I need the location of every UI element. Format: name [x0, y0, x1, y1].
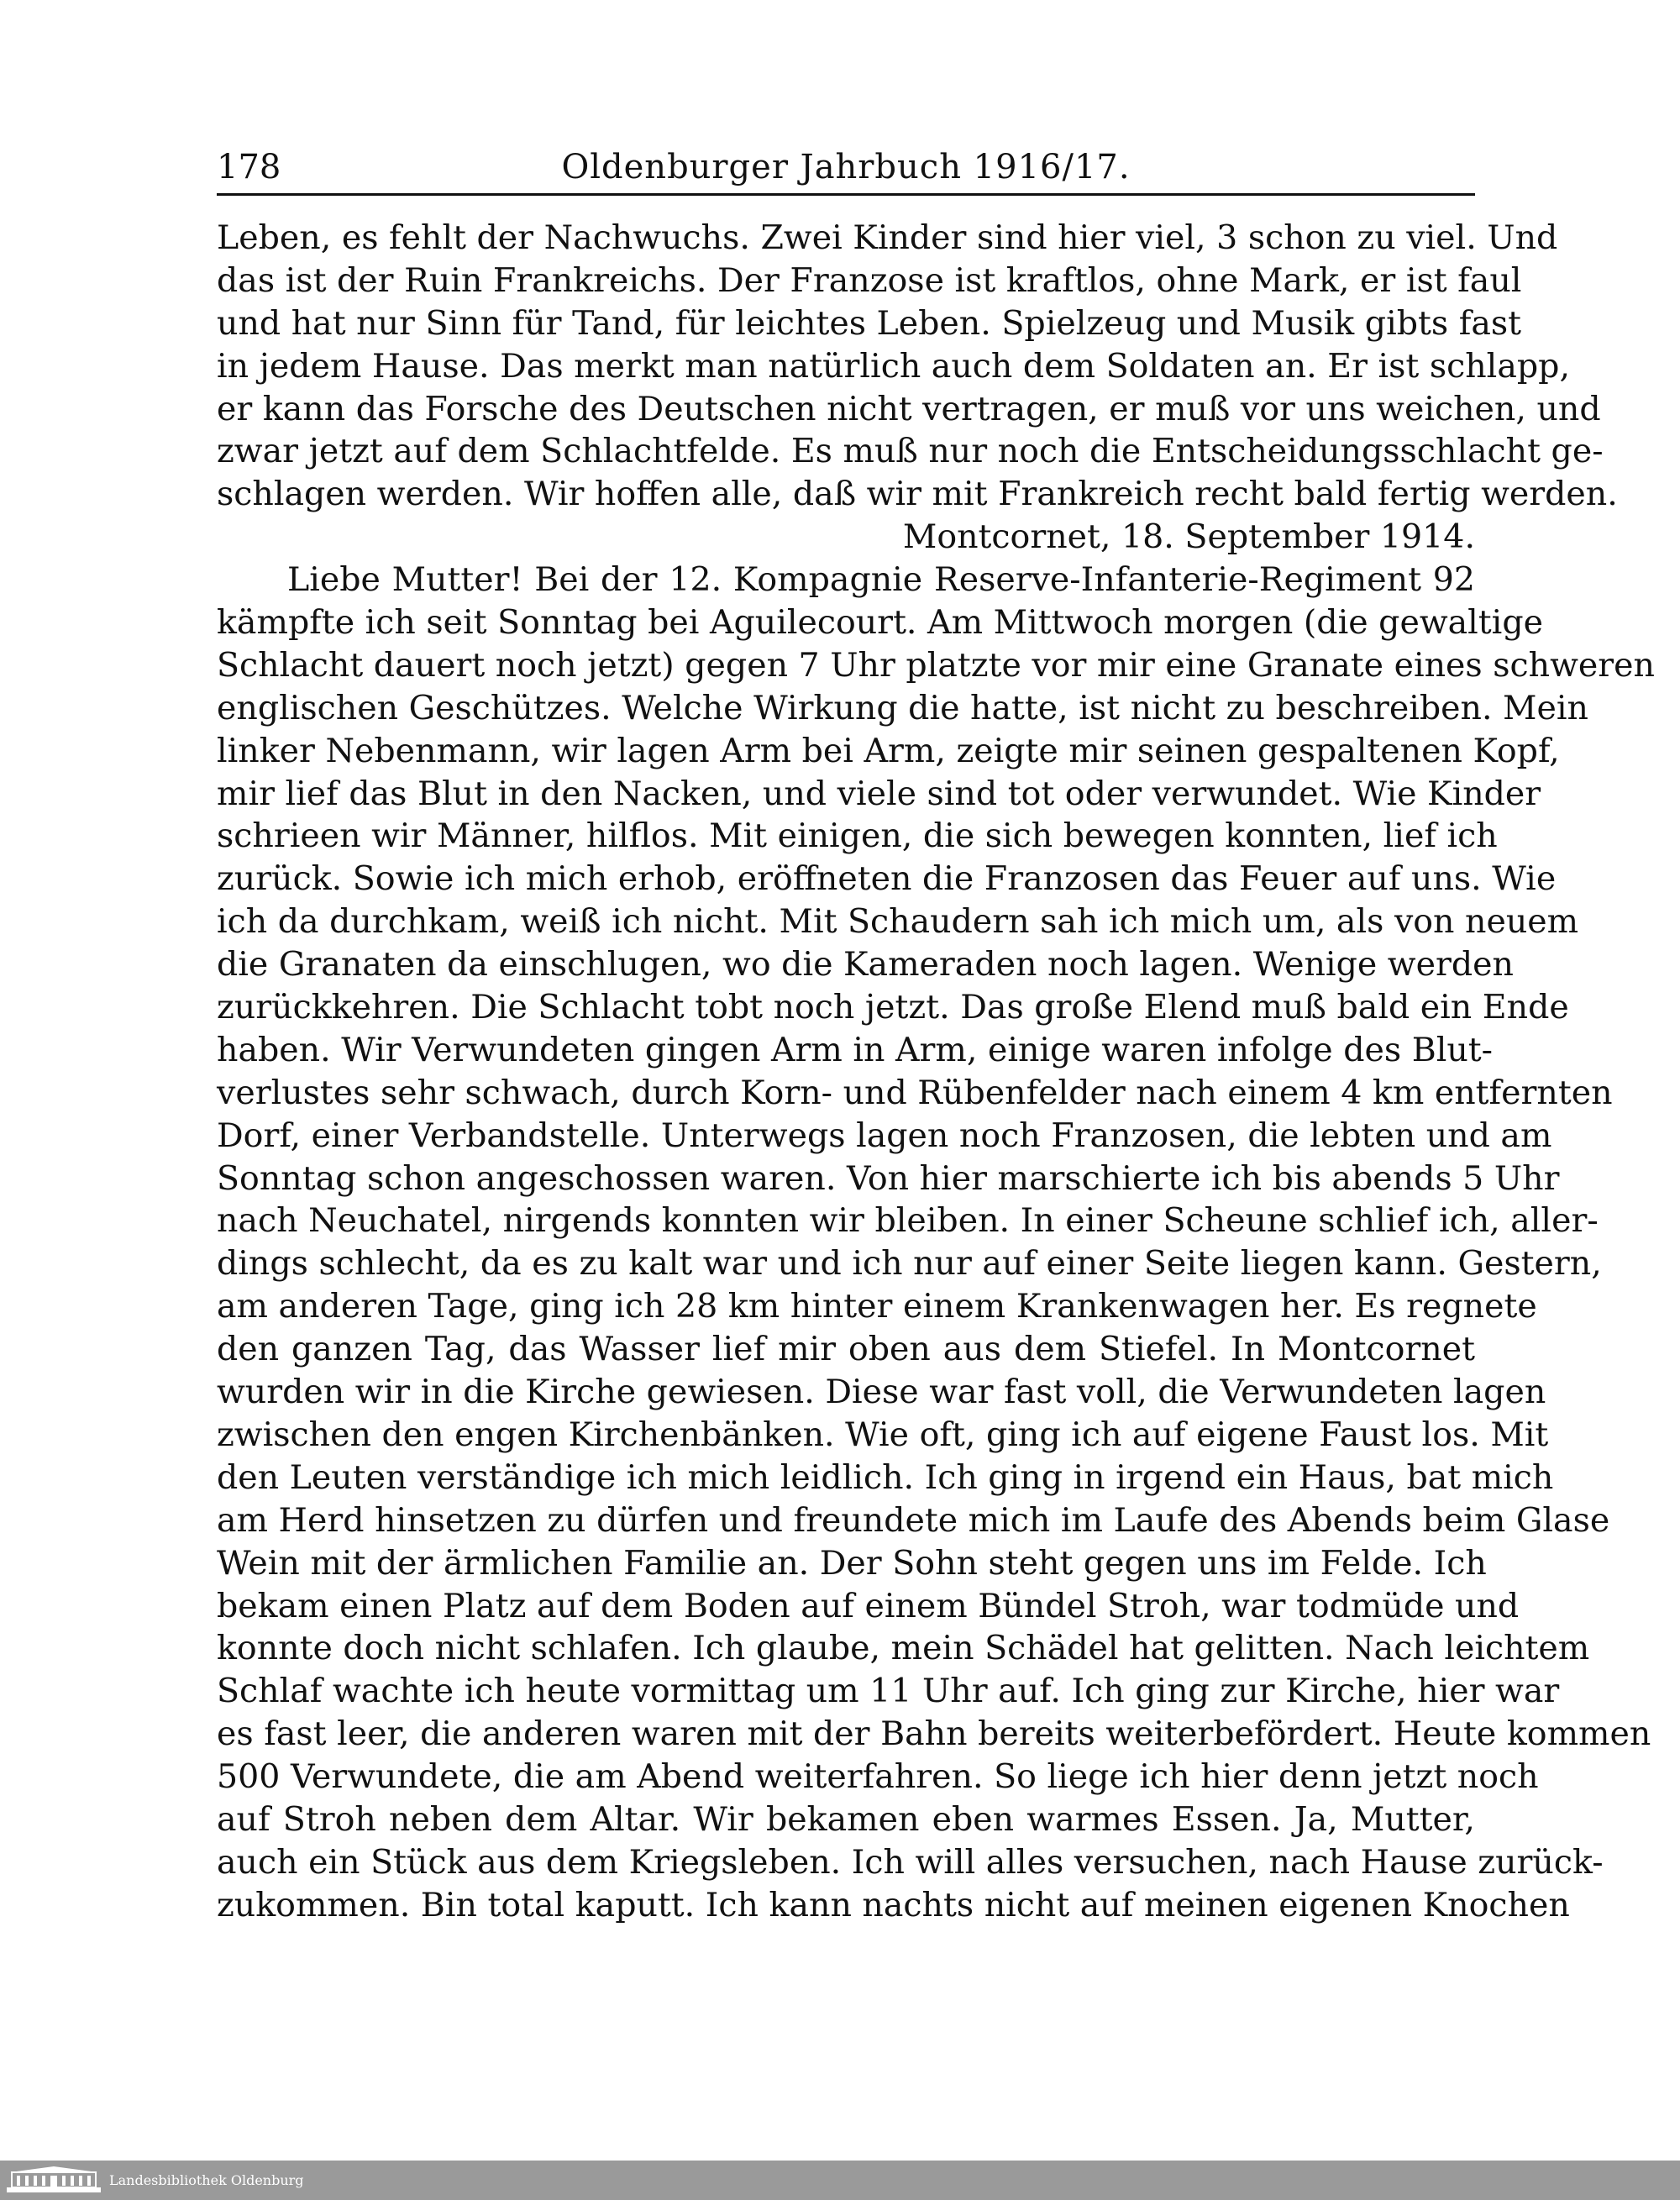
text-line: Schlacht dauert noch jetzt) gegen 7 Uhr platzte vor mir eine Granate eines schweren — [217, 645, 1655, 685]
library-name: Landesbibliothek Oldenburg — [109, 2172, 304, 2188]
text-line: das ist der Ruin Frankreichs. Der Franzose ist kraftlos, ohne Mark, er ist faul — [217, 260, 1522, 300]
text-line: bekam einen Platz auf dem Boden auf einem Bündel Stroh, war todmüde und — [217, 1586, 1520, 1625]
text-line: verlustes sehr schwach, durch Korn- und Rübenfelder nach einem 4 km entfernten — [217, 1073, 1613, 1112]
text-line: den Leuten verständige ich mich leidlich. Ich ging in irgend ein Haus, bat mich — [217, 1457, 1554, 1497]
text-line: konnte doch nicht schlafen. Ich glaube, mein Schädel hat gelitten. Nach leichtem — [217, 1629, 1590, 1668]
text-line: zurückkehren. Die Schlacht tobt noch jetzt. Das große Elend muß bald ein Ende — [217, 988, 1569, 1027]
text-line: am anderen Tage, ging ich 28 km hinter einem Krankenwagen her. Es regnete — [217, 1287, 1537, 1326]
text-line: mir lief das Blut in den Nacken, und viele sind tot oder verwundet. Wie Kinder — [217, 774, 1541, 813]
page-number: 178 — [217, 148, 281, 186]
text-line: zwischen den engen Kirchenbänken. Wie oft, ging ich auf eigene Faust los. Mit — [217, 1415, 1549, 1454]
text-line: 500 Verwundete, die am Abend weiterfahren. So liege ich hier denn jetzt noch — [217, 1757, 1539, 1797]
text-line: Leben, es fehlt der Nachwuchs. Zwei Kinder sind hier viel, 3 schon zu viel. Und — [217, 218, 1558, 257]
text-line: zukommen. Bin total kaputt. Ich kann nachts nicht auf meinen eigenen Knochen — [217, 1885, 1570, 1924]
dateline: Montcornet, 18. September 1914. — [902, 517, 1475, 557]
header-rule — [217, 193, 1475, 196]
text-line: Sonntag schon angeschossen waren. Von hier marschierte ich bis abends 5 Uhr — [217, 1158, 1560, 1198]
text-line: auf Stroh neben dem Altar. Wir bekamen eben warmes Essen. Ja, Mutter, — [217, 1799, 1475, 1839]
text-line: in jedem Hause. Das merkt man natürlich auch dem Soldaten an. Er ist schlapp, — [217, 346, 1570, 386]
text-line: wurden wir in die Kirche gewiesen. Diese war fast voll, die Verwundeten lagen — [217, 1373, 1546, 1412]
text-line: die Granaten da einschlugen, wo die Kameraden noch lagen. Wenige werden — [217, 945, 1514, 984]
text-line: am Herd hinsetzen zu dürfen und freundete mich im Laufe des Abends beim Glase — [217, 1500, 1610, 1540]
text-line: auch ein Stück aus dem Kriegsleben. Ich will alles versuchen, nach Hause zurück- — [217, 1842, 1604, 1882]
running-title: Oldenburger Jahrbuch 1916/17. — [561, 148, 1131, 186]
text-line: linker Nebenmann, wir lagen Arm bei Arm, zeigte mir seinen gespaltenen Kopf, — [217, 731, 1560, 770]
text-line: es fast leer, die anderen waren mit der Bahn bereits weiterbefördert. Heute kommen — [217, 1714, 1651, 1754]
text-line: schlagen werden. Wir hoffen alle, daß wir mit Frankreich recht bald fertig werden. — [217, 475, 1618, 514]
text-line: kämpfte ich seit Sonntag bei Aguilecourt. Am Mittwoch morgen (die gewaltige — [217, 603, 1543, 643]
text-line: Dorf, einer Verbandstelle. Unterwegs lagen noch Franzosen, die lebten und am — [217, 1116, 1552, 1155]
text-line: und hat nur Sinn für Tand, für leichtes Leben. Spielzeug und Musik gibts fast — [217, 303, 1522, 343]
library-footer-bar — [0, 2161, 1680, 2200]
text-line: Liebe Mutter! Bei der 12. Kompagnie Reserve-Infanterie-Regiment 92 — [287, 560, 1475, 600]
page-header — [217, 141, 1475, 193]
text-line: den ganzen Tag, das Wasser lief mir oben aus dem Stiefel. In Montcornet — [217, 1330, 1475, 1369]
text-line: schrieen wir Männer, hilflos. Mit einigen, die sich bewegen konnten, lief ich — [217, 816, 1498, 856]
text-line: englischen Geschützes. Welche Wirkung die hatte, ist nicht zu beschreiben. Mein — [217, 688, 1588, 727]
library-building-icon — [5, 2166, 102, 2195]
text-line: ich da durchkam, weiß ich nicht. Mit Schaudern sah ich mich um, als von neuem — [217, 902, 1579, 942]
text-line: Schlaf wachte ich heute vormittag um 11 Uhr auf. Ich ging zur Kirche, hier war — [217, 1672, 1560, 1711]
text-line: er kann das Forsche des Deutschen nicht vertragen, er muß vor uns weichen, und — [217, 389, 1601, 428]
text-line: dings schlecht, da es zu kalt war und ich nur auf einer Seite liegen kann. Gestern, — [217, 1244, 1602, 1284]
text-line: nach Neuchatel, nirgends konnten wir bleiben. In einer Scheune schlief ich, aller- — [217, 1201, 1599, 1241]
body-text — [217, 217, 1655, 1927]
text-line: Wein mit der ärmlichen Familie an. Der Sohn steht gegen uns im Felde. Ich — [217, 1543, 1487, 1583]
text-line: zwar jetzt auf dem Schlachtfelde. Es muß nur noch die Entscheidungsschlacht ge- — [217, 432, 1604, 471]
text-line: haben. Wir Verwundeten gingen Arm in Arm, einige waren infolge des Blut- — [217, 1030, 1494, 1069]
text-line: zurück. Sowie ich mich erhob, eröffneten die Franzosen das Feuer auf uns. Wie — [217, 859, 1557, 899]
